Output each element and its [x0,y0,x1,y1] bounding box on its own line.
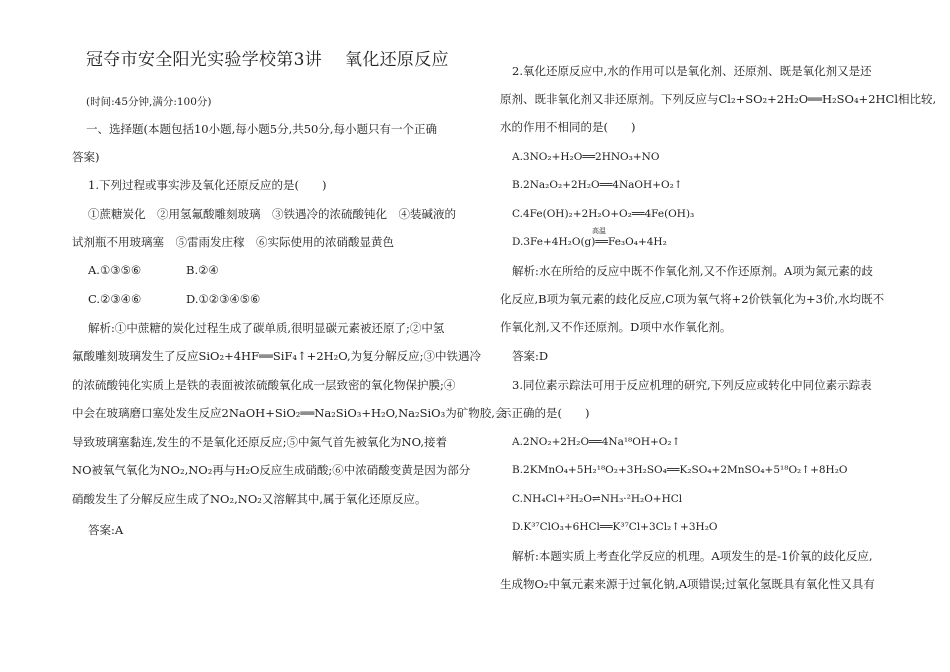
q2-option-a: A.3NO₂+H₂O══2HNO₃+NO [512,151,660,163]
q2-stem-cont: 原剂、既非氧化剂又非还原剂。下列反应与Cl₂+SO₂+2H₂O══H₂SO₄+2HCl相比较, [500,92,937,106]
q1-analysis-line: 的浓硫酸钝化实质上是铁的表面被浓硫酸氧化成一层致密的氧化物保护膜;④ [72,378,456,392]
q1-option-c: C.②③④⑥ [88,292,142,306]
q3-option-b: B.2KMnO₄+5H₂¹⁸O₂+3H₂SO₄══K₂SO₄+2MnSO₄+5¹⁸O₂↑+8H₂O [512,464,848,476]
section-heading-cont: 答案) [72,150,100,164]
q1-items: ①蔗糖炭化 ②用氢氟酸雕刻玻璃 ③铁遇冷的浓硫酸钝化 ④装碱液的 [88,207,456,221]
q3-stem: 3.同位素示踪法可用于反应机理的研究,下列反应或转化中同位素示踪表 [512,378,872,392]
q3-option-d: D.K³⁷ClO₃+6HCl══K³⁷Cl+3Cl₂↑+3H₂O [512,521,718,533]
q1-answer: 答案:A [88,523,124,537]
q2-analysis-line: 作氧化剂,又不作还原剂。D项中水作氧化剂。 [500,320,732,334]
q1-analysis-line: 氟酸雕刻玻璃发生了反应SiO₂+4HF══SiF₄↑+2H₂O,为复分解反应;③中铁遇冷 [72,349,482,363]
q2-option-d-condition: 高温 [592,227,606,235]
q3-option-c: C.NH₄Cl+²H₂O⇌NH₃·²H₂O+HCl [512,493,683,505]
q3-analysis-line: 生成物O₂中氧元素来源于过氧化钠,A项错误;过氧化氢既具有氧化性又具有 [500,577,875,591]
q2-analysis-line: 解析:水在所给的反应中既不作氧化剂,又不作还原剂。A项为氮元素的歧 [512,264,873,278]
q2-stem: 2.氧化还原反应中,水的作用可以是氧化剂、还原剂、既是氧化剂又是还 [512,64,872,78]
q1-items-cont: 试剂瓶不用玻璃塞 ⑤雷雨发庄稼 ⑥实际使用的浓硝酸显黄色 [72,235,394,249]
q2-option-c: C.4Fe(OH)₂+2H₂O+O₂══4Fe(OH)₃ [512,208,695,220]
q1-stem: 1.下列过程或事实涉及氧化还原反应的是( ) [88,178,327,192]
q2-analysis-line: 化反应,B项为氧元素的歧化反应,C项为氧气将+2价铁氧化为+3价,水均既不 [500,292,885,306]
q3-stem-cont: 示正确的是( ) [500,406,590,420]
section-heading: 一、选择题(本题包括10小题,每小题5分,共50分,每小题只有一个正确 [86,122,438,136]
q1-analysis-line: 导致玻璃塞黏连,发生的不是氧化还原反应;⑤中氮气首先被氧化为NO,接着 [72,435,447,449]
q2-answer: 答案:D [512,349,549,363]
q1-option-b: B.②④ [186,263,219,277]
q1-analysis-line: 硝酸发生了分解反应生成了NO₂,NO₂又溶解其中,属于氧化还原反应。 [72,492,427,506]
q1-analysis-line: NO被氧气氧化为NO₂,NO₂再与H₂O反应生成硝酸;⑥中浓硝酸变黄是因为部分 [72,463,471,477]
page-title: 冠夺市安全阳光实验学校第3讲 氧化还原反应 [86,50,449,70]
q2-stem-cont: 水的作用不相同的是( ) [500,120,636,134]
q3-analysis-line: 解析:本题实质上考查化学反应的机理。A项发生的是-1价氧的歧化反应, [512,549,873,563]
q2-option-b: B.2Na₂O₂+2H₂O══4NaOH+O₂↑ [512,179,683,191]
q1-option-d: D.①②③④⑤⑥ [186,292,261,306]
exam-meta: (时间:45分钟,满分:100分) [86,96,212,108]
q1-option-a: A.①③⑤⑥ [88,263,142,277]
q1-analysis-line: 中会在玻璃磨口塞处发生反应2NaOH+SiO₂══Na₂SiO₃+H₂O,Na₂SiO₃为矿物胶,会 [72,406,507,420]
q1-analysis-line: 解析:①中蔗糖的炭化过程生成了碳单质,很明显碳元素被还原了;②中氢 [88,321,445,335]
q2-option-d: D.3Fe+4H₂O(g)══Fe₃O₄+4H₂ [512,236,667,248]
q3-option-a: A.2NO₂+2H₂O══4Na¹⁸OH+O₂↑ [512,436,681,448]
